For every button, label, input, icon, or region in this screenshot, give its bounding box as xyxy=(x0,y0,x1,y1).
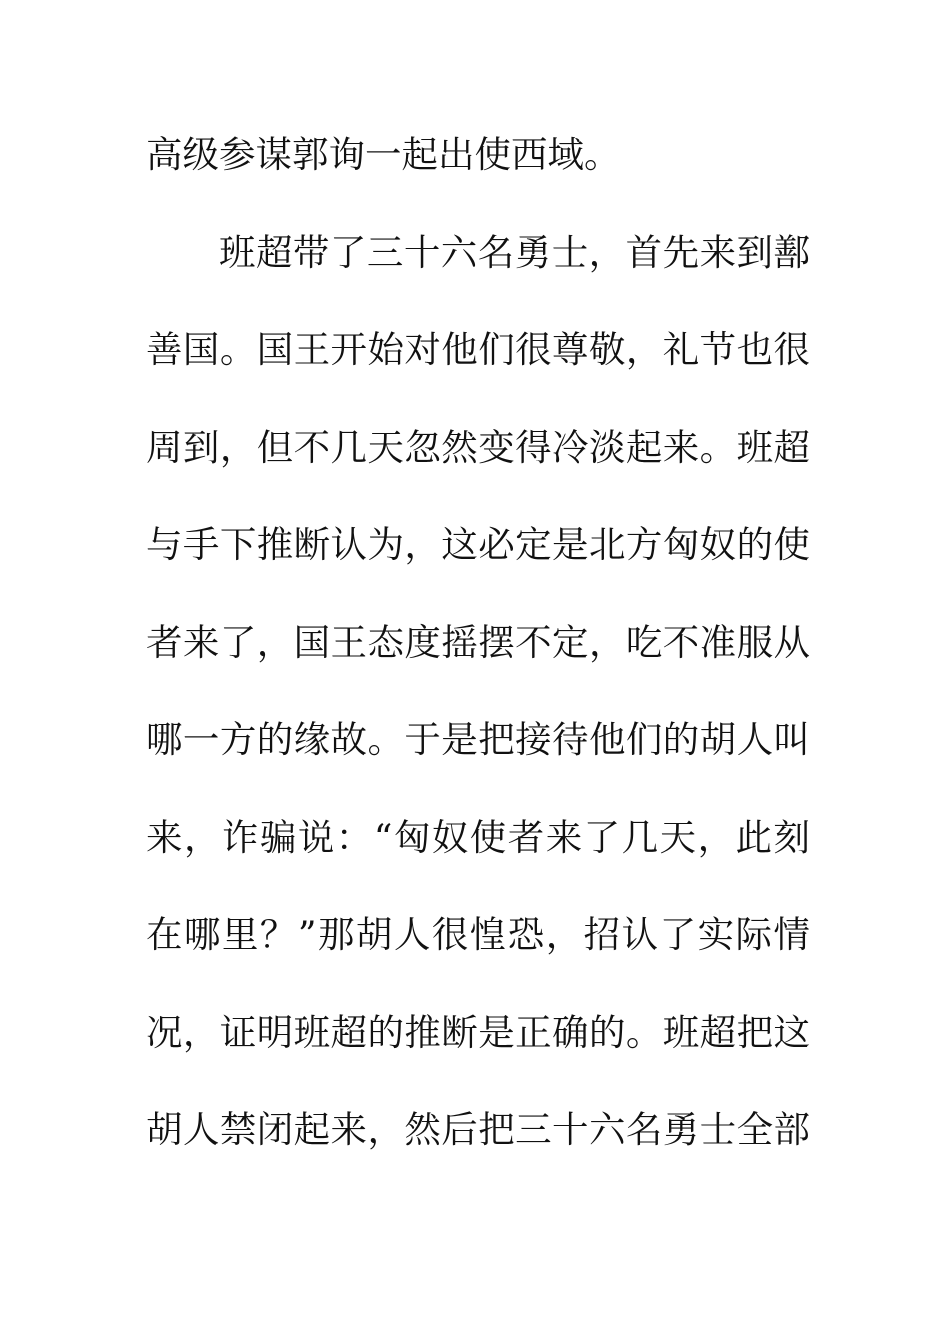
text-line: 胡人禁闭起来，然后把三十六名勇士全部 xyxy=(146,1108,810,1151)
text-line: 高级参谋郭询一起出使西域。 xyxy=(146,133,621,176)
text-line: 来，诈骗说：“匈奴使者来了几天，此刻 xyxy=(146,815,810,859)
text-line: 善国。国王开始对他们很尊敬，礼节也很 xyxy=(146,328,810,371)
text-line: 哪一方的缘故。于是把接待他们的胡人叫 xyxy=(146,718,810,761)
text-line: 在哪里？”那胡人很惶恐，招认了实际情 xyxy=(146,913,810,956)
text-line: 周到，但不几天忽然变得冷淡起来。班超 xyxy=(146,425,810,469)
text-line: 况，证明班超的推断是正确的。班超把这 xyxy=(146,1010,810,1054)
text-line: 者来了，国王态度摇摆不定，吃不准服从 xyxy=(146,620,810,664)
text-line: 与手下推断认为，这必定是北方匈奴的使 xyxy=(146,523,810,566)
body-text xyxy=(146,126,810,1199)
paragraph-first-line: 班超带了三十六名勇士，首先来到鄯 xyxy=(219,230,810,274)
